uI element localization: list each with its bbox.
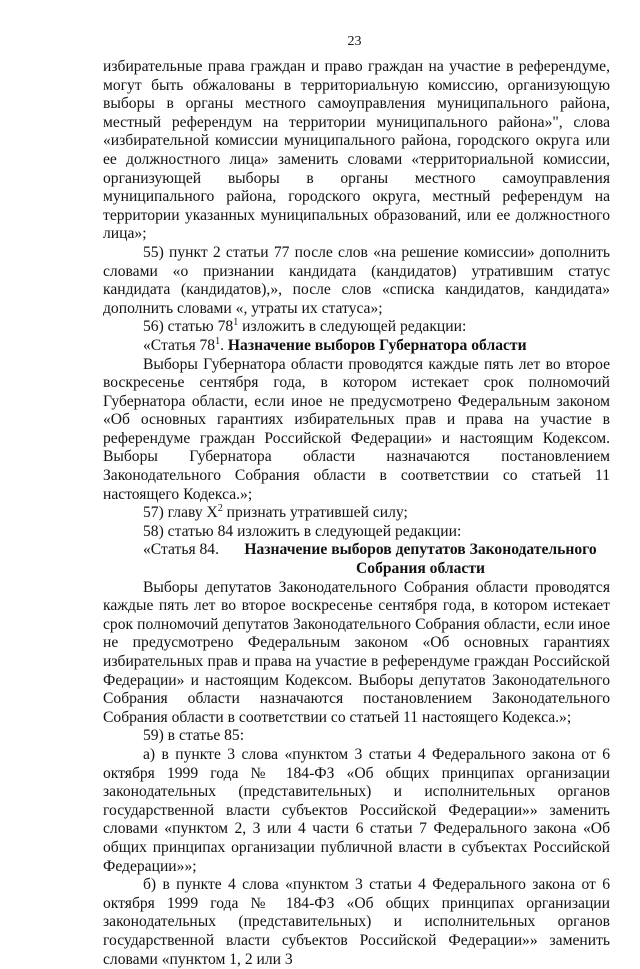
paragraph-57-text-a: 57) главу X: [143, 504, 218, 522]
paragraph-57: [103, 504, 610, 523]
article-84-heading: [103, 541, 610, 578]
paragraph-56-superscript: 1: [233, 317, 239, 329]
paragraph-continuation: избирательные права граждан и право граждан на участие в референдуме, могут быть обжалованы в территориальную комиссию, организующую выборы в органы местного самоуправления муниципального района, местный референдум на территории муниципального района»", слова «избирательной комиссии муниципального района, городского округа или ее должностного лица» заменить словами «территориальной комиссии, организующей выборы в органы местного самоуправления муниципального района, городского округа, местный референдум на территории указанных муниципальных образований, или ее должностного лица»;: [103, 58, 610, 243]
article-84-prefix: «Статья 84.: [143, 541, 220, 559]
article-78-title: Назначение выборов Губернатора области: [227, 336, 527, 354]
article-78-prefix: «Статья 78: [143, 336, 216, 354]
article-84-body: Выборы депутатов Законодательного Собрания области проводятся каждые пять лет во второе воскресенье сентября года, в котором истекает срок полномочий депутатов Законодательного Собрания области, если иное не предусмотрено Федеральным законом «Об основных гарантиях избирательных прав и права на участие в референдуме граждан Российской Федерации» и настоящим Кодексом. Выборы депутатов Законодательного Собрания области назначаются постановлением Законодательного Собрания области в соответствии со статьей 11 настоящего Кодекса.»;: [103, 578, 610, 726]
article-78-superscript: 1: [215, 335, 221, 347]
paragraph-57-text-b: признать утратившей силу;: [222, 504, 408, 522]
paragraph-56-text-a: 56) статью 78: [143, 318, 234, 336]
paragraph-59-b: б) в пункте 4 слова «пунктом 3 статьи 4 Федерального закона от 6 октября 1999 года № 184-ФЗ «Об общих принципах организации законодательных (представительных) и исполнительных органов государственной власти субъектов Российской Федерации»» заменить словами «пунктом 1, 2 или 3: [103, 876, 610, 968]
paragraph-59: 59) в статье 85:: [143, 727, 245, 745]
paragraph-55: 55) пункт 2 статьи 77 после слов «на решение комиссии» дополнить словами «о признании кандидата (кандидатов) утратившим статус кандидата (кандидатов),», после слов «списка кандидатов, кандидата» дополнить словами «, утраты их статуса»;: [103, 243, 610, 317]
article-78-body: Выборы Губернатора области проводятся каждые пять лет во второе воскресенье сентября года, в котором истекает срок полномочий Губернатора области, если иное не предусмотрено Федеральным законом «Об основных гарантиях избирательных прав и права на участие в референдуме граждан Российской Федерации» и настоящим Кодексом. Выборы Губернатора области назначаются постановлением Законодательного Собрания области в соответствии со статьей 11 настоящего Кодекса.»;: [103, 355, 610, 503]
article-84-title: Назначение выборов депутатов Законодательного Собрания области: [244, 541, 597, 578]
paragraph-56: [103, 318, 610, 337]
paragraph-59-a: а) в пункте 3 слова «пунктом 3 статьи 4 Федерального закона от 6 октября 1999 года № 184-ФЗ «Об общих принципах организации законодательных (представительных) и исполнительных органов государственной власти субъектов Российской Федерации»» заменить словами «пунктом 2, 3 или 4 части 6 статьи 7 Федерального закона «Об общих принципах организации публичной власти в субъектах Российской Федерации»»;: [103, 745, 610, 875]
article-78-dot: .: [220, 336, 228, 354]
page-number: 23: [347, 34, 362, 49]
paragraph-58: 58) статью 84 изложить в следующей редакции:: [143, 522, 462, 540]
paragraph-57-superscript: 2: [217, 503, 223, 515]
paragraph-56-text-b: изложить в следующей редакции:: [238, 318, 467, 336]
article-78-heading: [103, 337, 610, 356]
